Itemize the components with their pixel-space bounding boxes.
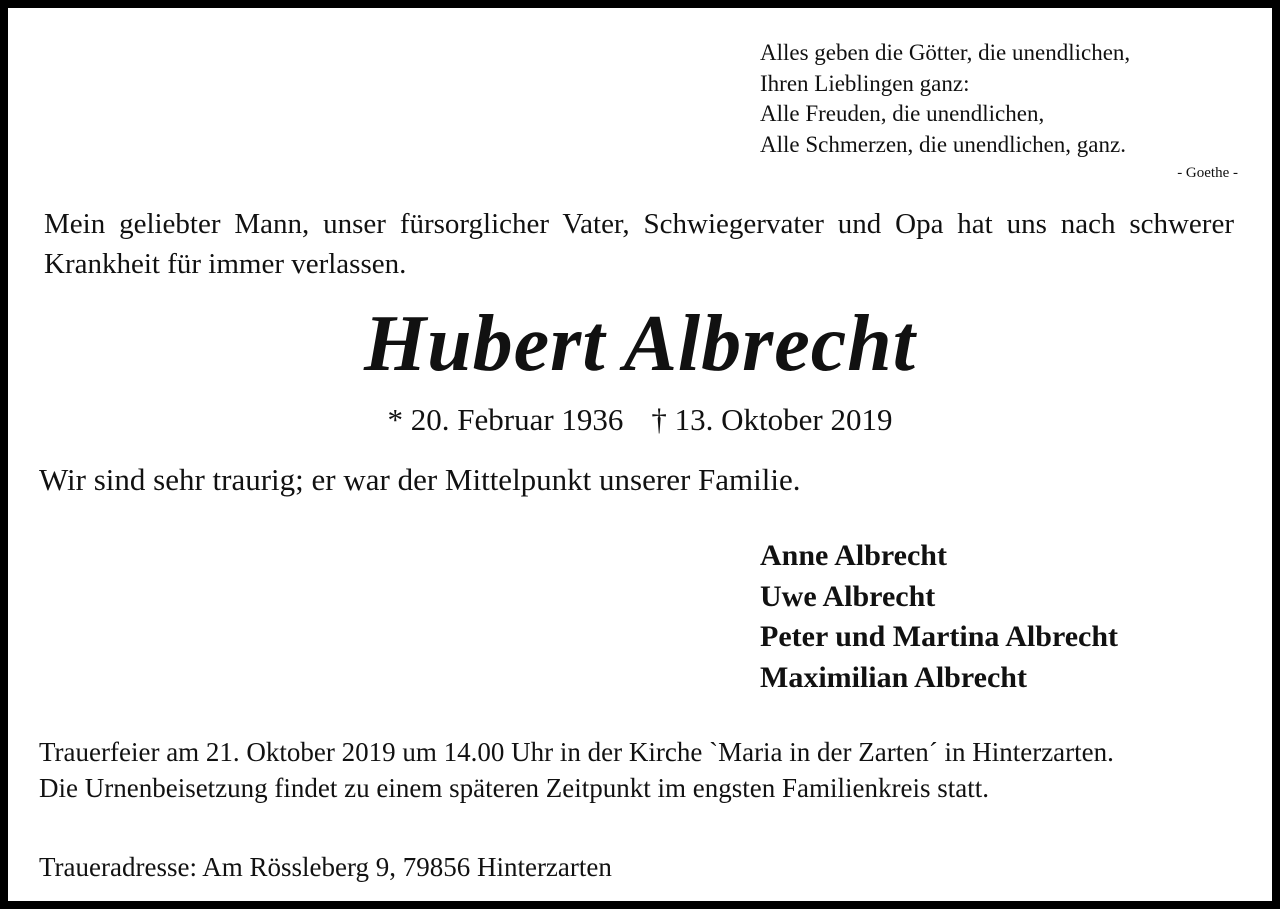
poem-line: Alle Freuden, die unendlichen, — [760, 101, 1045, 126]
service-details: Trauerfeier am 21. Oktober 2019 um 14.00 Uhr in der Kirche `Maria in der Zarten´ in Hinterzarten. — [39, 737, 1114, 767]
family-statement: Wir sind sehr traurig; er war der Mittelpunkt unserer Familie. — [39, 462, 801, 497]
poem-author: - Goethe - — [1177, 165, 1238, 181]
family-member: Peter und Martina Albrecht — [760, 620, 1119, 653]
deceased-name: Hubert Albrecht — [363, 300, 917, 388]
family-member: Uwe Albrecht — [760, 579, 936, 613]
poem-line: Alle Schmerzen, die unendlichen, ganz. — [760, 131, 1126, 157]
burial-details: Die Urnenbeisetzung findet zu einem späteren Zeitpunkt im engsten Familienkreis statt. — [39, 773, 989, 803]
family-member: Anne Albrecht — [760, 539, 947, 572]
life-dates — [8, 400, 1272, 440]
intro-text: Mein geliebter Mann, unser fürsorglicher Vater, Schwiegervater und Opa hat uns nach schwerer Krankheit für immer verlassen. — [44, 208, 1234, 280]
family-members — [760, 536, 1240, 698]
mourning-address: Traueradresse: Am Rössleberg 9, 79856 Hinterzarten — [39, 852, 612, 882]
poem-quote — [760, 38, 1240, 182]
death-date: † 13. Oktober 2019 — [651, 402, 893, 437]
birth-date: * 20. Februar 1936 — [387, 402, 624, 437]
poem-line: Ihren Lieblingen ganz: — [760, 70, 970, 96]
ceremony-info — [39, 734, 1243, 806]
family-member: Maximilian Albrecht — [760, 660, 1027, 694]
poem-line: Alles geben die Götter, die unendlichen, — [760, 40, 1131, 65]
